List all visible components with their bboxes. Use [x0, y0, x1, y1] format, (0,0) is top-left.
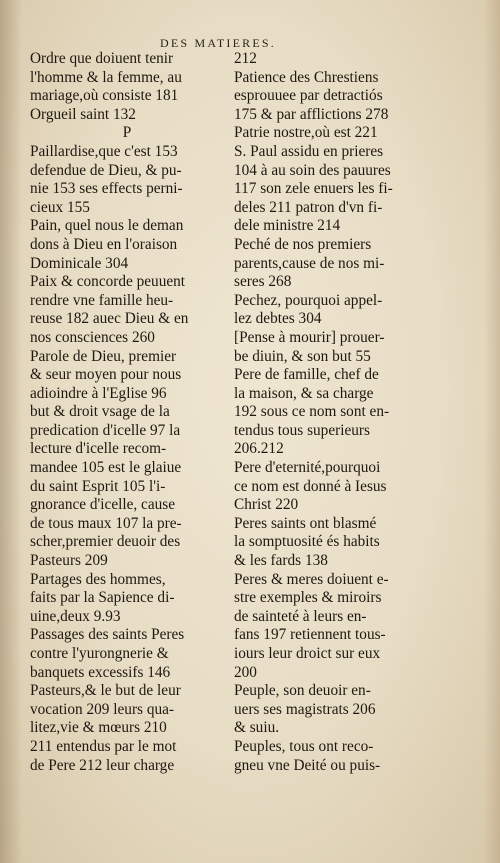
index-line: Orgueil saint 132: [30, 105, 136, 123]
index-line: esprouuee par detractiós: [234, 87, 383, 105]
index-line: but & droit vsage de la: [30, 403, 170, 421]
index-line: mandee 105 est le glaiue: [30, 459, 182, 477]
index-line: 200: [234, 663, 257, 681]
index-line: lecture d'icelle recom-: [30, 440, 167, 458]
index-line: dele ministre 214: [234, 217, 341, 235]
index-line: du saint Esprit 105 l'i-: [30, 477, 166, 495]
index-line: Paillardise,que c'est 153: [30, 142, 178, 160]
index-line: [Pense à mourir] prouer-: [234, 328, 385, 346]
index-line: faits par la Sapience di-: [30, 589, 175, 607]
index-line: deles 211 patron d'vn fi-: [234, 198, 383, 216]
index-line: vocation 209 leurs qua-: [30, 700, 175, 718]
index-line: de Pere 212 leur charge: [30, 756, 175, 774]
spine-shadow: [0, 0, 22, 863]
index-line: Pere de famille, chef de: [234, 366, 379, 384]
page-edge-shadow: [484, 0, 500, 863]
running-header: DES MATIERES.: [160, 36, 276, 50]
index-line: iours leur droict sur eux: [234, 645, 381, 662]
index-line: & suiu.: [234, 719, 280, 737]
index-line: uers ses magistrats 206: [234, 700, 376, 718]
index-line: scher,premier deuoir des: [30, 533, 181, 551]
index-line: Pere d'eternité,pourquoi: [234, 459, 381, 477]
index-line: & les fards 138: [234, 552, 328, 570]
index-line: defendue de Dieu, & pu-: [30, 161, 182, 179]
index-line: cieux 155: [30, 198, 90, 216]
index-line: P: [122, 124, 132, 142]
index-line: la maison, & sa charge: [234, 384, 374, 402]
index-line: Dominicale 304: [30, 254, 129, 272]
index-line: Pasteurs 209: [30, 552, 108, 570]
index-line: 211 entendus par le mot: [30, 737, 177, 755]
index-line: Patience des Chrestiens: [234, 68, 379, 86]
index-line: Paix & concorde peuuent: [30, 273, 186, 291]
index-line: de tous maux 107 la pre-: [30, 514, 182, 532]
index-line: Peuples, tous ont reco-: [234, 737, 374, 755]
index-line: mariage,où consiste 181: [30, 87, 179, 105]
index-line: Pasteurs,& le but de leur: [30, 682, 181, 700]
index-line: rendre vne famille heu-: [30, 291, 174, 309]
index-line: predication d'icelle 97 la: [30, 421, 181, 439]
index-line: Peres saints ont blasmé: [234, 514, 377, 532]
index-line: lez debtes 304: [234, 310, 322, 328]
index-line: nie 153 ses effects perni-: [30, 180, 183, 198]
index-line: uine,deux 9.93: [30, 607, 121, 625]
index-line: l'homme & la femme, au: [30, 68, 182, 86]
index-line: la somptuosité és habits: [234, 533, 380, 551]
index-line: Parole de Dieu, premier: [30, 347, 177, 365]
index-line: de sainteté à leurs en-: [234, 607, 367, 625]
index-line: Peuple, son deuoir en-: [234, 682, 371, 700]
index-line: dons à Dieu en l'oraison: [30, 235, 178, 253]
index-line: litez,vie & mœurs 210: [30, 719, 167, 737]
index-line: 192 sous ce nom sont en-: [234, 403, 390, 421]
index-line: gnorance d'icelle, cause: [30, 496, 176, 514]
index-line: gneu vne Deité ou puis-: [234, 756, 381, 774]
index-line: Pain, quel nous le deman: [30, 217, 184, 235]
index-line: 175 & par afflictions 278: [234, 105, 389, 123]
index-line: Christ 220: [234, 496, 299, 514]
index-line: nos consciences 260: [30, 328, 155, 346]
index-line: Patrie nostre,où est 221: [234, 124, 378, 142]
index-line: & seur moyen pour nous: [30, 366, 182, 384]
index-line: fans 197 retiennent tous-: [234, 626, 386, 644]
index-line: tendus tous superieurs: [234, 421, 370, 439]
index-column-right: [234, 50, 434, 775]
index-line: Passages des saints Peres: [30, 626, 185, 644]
index-line: 104 à au soin des pauures: [234, 161, 391, 179]
index-line: parents,cause de nos mi-: [234, 254, 385, 272]
index-line: adioindre à l'Eglise 96: [30, 384, 167, 402]
index-line: reuse 182 auec Dieu & en: [30, 310, 189, 328]
index-line: seres 268: [234, 273, 292, 291]
index-line: Peché de nos premiers: [234, 235, 372, 253]
index-line: ce nom est donné à Iesus: [234, 477, 387, 495]
index-column-left: [30, 50, 224, 775]
index-line: Peres & meres doiuent e-: [234, 570, 389, 588]
index-line: Partages des hommes,: [30, 570, 166, 588]
index-line: contre l'yurongnerie &: [30, 645, 169, 662]
index-line: Ordre que doiuent tenir: [30, 50, 174, 67]
index-line: 212: [234, 50, 257, 67]
index-line: stre exemples & miroirs: [234, 589, 382, 607]
index-line: 206.212: [234, 440, 284, 458]
index-line: be diuin, & son but 55: [234, 347, 371, 365]
index-line: 117 son zele enuers les fi-: [234, 180, 393, 198]
index-line: S. Paul assidu en prieres: [234, 142, 384, 160]
index-line: Pechez, pourquoi appel-: [234, 291, 383, 309]
index-line: banquets excessifs 146: [30, 663, 171, 681]
